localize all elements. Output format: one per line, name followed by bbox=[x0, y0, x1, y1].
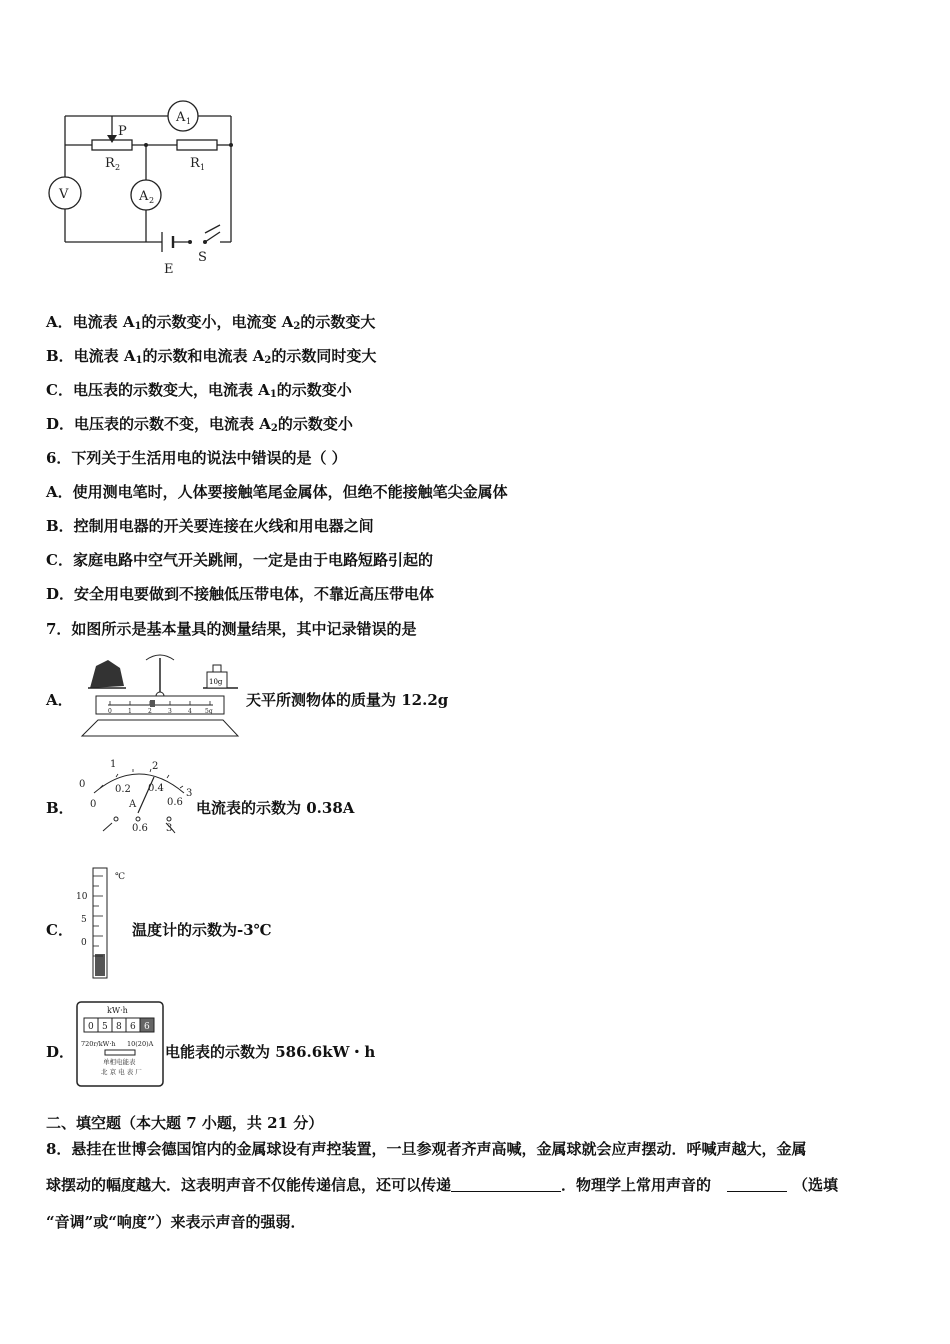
ammeter-figure bbox=[76, 755, 196, 840]
ammeter-outer-3: 3 bbox=[186, 788, 193, 799]
ammeter-terminal-3: 3 bbox=[166, 823, 173, 834]
sub: 1 bbox=[134, 321, 142, 332]
sub: 1 bbox=[135, 355, 143, 366]
q5-option-b-suffix: 的示数同时变大 bbox=[271, 347, 377, 365]
sub: 2 bbox=[293, 321, 301, 332]
q7-stem: 7．如图所示是基本量具的测量结果，其中记录错误的是 bbox=[46, 620, 417, 638]
q5-option-a-suffix: 的示数变大 bbox=[300, 313, 376, 331]
q6-option-b: B．控制用电器的开关要连接在火线和用电器之间 bbox=[46, 517, 374, 535]
ammeter-outer-2: 2 bbox=[152, 761, 159, 772]
q5-option-d bbox=[46, 413, 353, 434]
section2-heading: 二、填空题（本大题 7 小题，共 21 分） bbox=[46, 1114, 324, 1132]
meter-digit-4: 6 bbox=[130, 1022, 136, 1032]
sub: 2 bbox=[264, 355, 272, 366]
meter-maker: 北 京 电 表 厂 bbox=[101, 1068, 142, 1076]
weight-label: 10g bbox=[209, 678, 223, 686]
q8-line-2-part-a: 球摆动的幅度越大．这表明声音不仅能传递信息，还可以传递 bbox=[46, 1176, 452, 1194]
q7-option-b-label: B． bbox=[46, 799, 74, 817]
balance-tick-1: 1 bbox=[128, 708, 132, 715]
q6-option-a: A．使用测电笔时，人体要接触笔尾金属体，但绝不能接触笔尖金属体 bbox=[46, 483, 508, 501]
r1-sub: 1 bbox=[200, 163, 206, 172]
meter-digit-5: 6 bbox=[144, 1022, 150, 1032]
q7-option-c-label: C． bbox=[46, 921, 73, 939]
thermometer-unit: ℃ bbox=[115, 872, 126, 882]
meter-name: 单相电能表 bbox=[103, 1058, 136, 1066]
balance-tick-0: 0 bbox=[108, 708, 112, 715]
q7-option-d-label: D． bbox=[46, 1043, 75, 1061]
ammeter-inner-1: 0.2 bbox=[115, 784, 131, 795]
q5-option-d-mid: 的示数变小 bbox=[277, 415, 353, 433]
q5-option-a bbox=[46, 311, 375, 332]
mercury-column bbox=[95, 954, 105, 976]
q5-option-c-mid: 的示数变小 bbox=[276, 381, 352, 399]
meter-digit-1: 0 bbox=[88, 1022, 94, 1032]
balance-figure bbox=[78, 650, 243, 738]
q5-option-d-prefix: D．电压表的示数不变，电流表 A bbox=[46, 415, 271, 433]
ammeter-zero: 0 bbox=[90, 799, 97, 810]
meter-rating-2: 10(20)A bbox=[127, 1040, 154, 1048]
ammeter-outer-0: 0 bbox=[79, 779, 86, 790]
sub: 1 bbox=[269, 389, 277, 400]
ammeter-inner-3: 0.6 bbox=[167, 797, 183, 808]
a1-label: A bbox=[176, 110, 186, 125]
q8-line-2-part-b: ．物理学上常用声音的 bbox=[561, 1176, 712, 1194]
q7-option-d-text: 电能表的示数为 586.6kW・h bbox=[165, 1043, 376, 1061]
thermometer-tick-5: 5 bbox=[81, 915, 87, 925]
q6-option-d: D．安全用电要做到不接触低压带电体，不靠近高压带电体 bbox=[46, 585, 435, 603]
q5-option-c-prefix: C．电压表的示数变大，电流表 A bbox=[46, 381, 270, 399]
rock-shape bbox=[90, 660, 124, 688]
q5-option-a-prefix: A．电流表 A bbox=[46, 313, 135, 331]
thermometer-tick-0: 0 bbox=[81, 938, 87, 948]
q6-stem: 6．下列关于生活用电的说法中错误的是（ ） bbox=[46, 449, 347, 467]
balance-tick-5: 5g bbox=[205, 708, 213, 715]
q8-line-3: “音调”或“响度”）来表示声音的强弱． bbox=[46, 1213, 306, 1231]
ammeter-terminal-06: 0.6 bbox=[132, 823, 148, 834]
meter-digit-2: 5 bbox=[102, 1022, 108, 1032]
balance-tick-4: 4 bbox=[188, 708, 192, 715]
a1-sub: 1 bbox=[186, 117, 192, 126]
p-label: P bbox=[118, 124, 127, 139]
q5-option-c bbox=[46, 379, 352, 400]
q5-option-b bbox=[46, 345, 376, 366]
q8-line-2 bbox=[46, 1174, 838, 1195]
ammeter-center: A bbox=[129, 799, 137, 810]
answer-blank-1[interactable] bbox=[451, 1177, 561, 1192]
meter-figure bbox=[75, 1000, 165, 1088]
a2-label: A bbox=[139, 189, 149, 204]
circuit-diagram bbox=[40, 95, 250, 285]
r1-label: R bbox=[190, 156, 200, 171]
thermometer-figure bbox=[75, 866, 135, 982]
q8-line-1: 8．悬挂在世博会德国馆内的金属球设有声控装置，一旦参观者齐声高喊，金属球就会应声摆动．呼喊声越大，金属 bbox=[46, 1140, 807, 1158]
q7-option-a-text: 天平所测物体的质量为 12.2g bbox=[246, 691, 449, 709]
meter-rating-1: 720r/kW·h bbox=[81, 1040, 116, 1048]
balance-tick-3: 3 bbox=[168, 708, 172, 715]
v-label: V bbox=[59, 187, 69, 202]
ammeter-outer-1: 1 bbox=[110, 759, 117, 770]
meter-digit-3: 8 bbox=[116, 1022, 122, 1032]
q5-option-a-mid: 的示数变小，电流变 A bbox=[141, 313, 294, 331]
e-label: E bbox=[164, 262, 174, 277]
r2-label: R bbox=[105, 156, 115, 171]
balance-tick-2: 2 bbox=[148, 708, 152, 715]
q5-option-b-mid: 的示数和电流表 A bbox=[142, 347, 265, 365]
q5-option-b-prefix: B．电流表 A bbox=[46, 347, 136, 365]
a2-sub: 2 bbox=[149, 196, 155, 205]
q7-option-c-text: 温度计的示数为-3℃ bbox=[132, 921, 272, 939]
q6-option-c: C．家庭电路中空气开关跳闸，一定是由于电路短路引起的 bbox=[46, 551, 433, 569]
meter-unit: kW·h bbox=[107, 1006, 128, 1015]
q7-option-b-text: 电流表的示数为 0.38A bbox=[196, 799, 355, 817]
thermometer-tick-10: 10 bbox=[76, 892, 88, 902]
answer-blank-2[interactable] bbox=[727, 1177, 787, 1192]
s-label: S bbox=[198, 250, 207, 265]
q8-line-2-part-c: （选填 bbox=[793, 1176, 839, 1194]
r2-sub: 2 bbox=[115, 163, 121, 172]
sub: 2 bbox=[270, 423, 278, 434]
q7-option-a-label: A． bbox=[46, 691, 73, 709]
ammeter-inner-2: 0.4 bbox=[148, 783, 164, 794]
